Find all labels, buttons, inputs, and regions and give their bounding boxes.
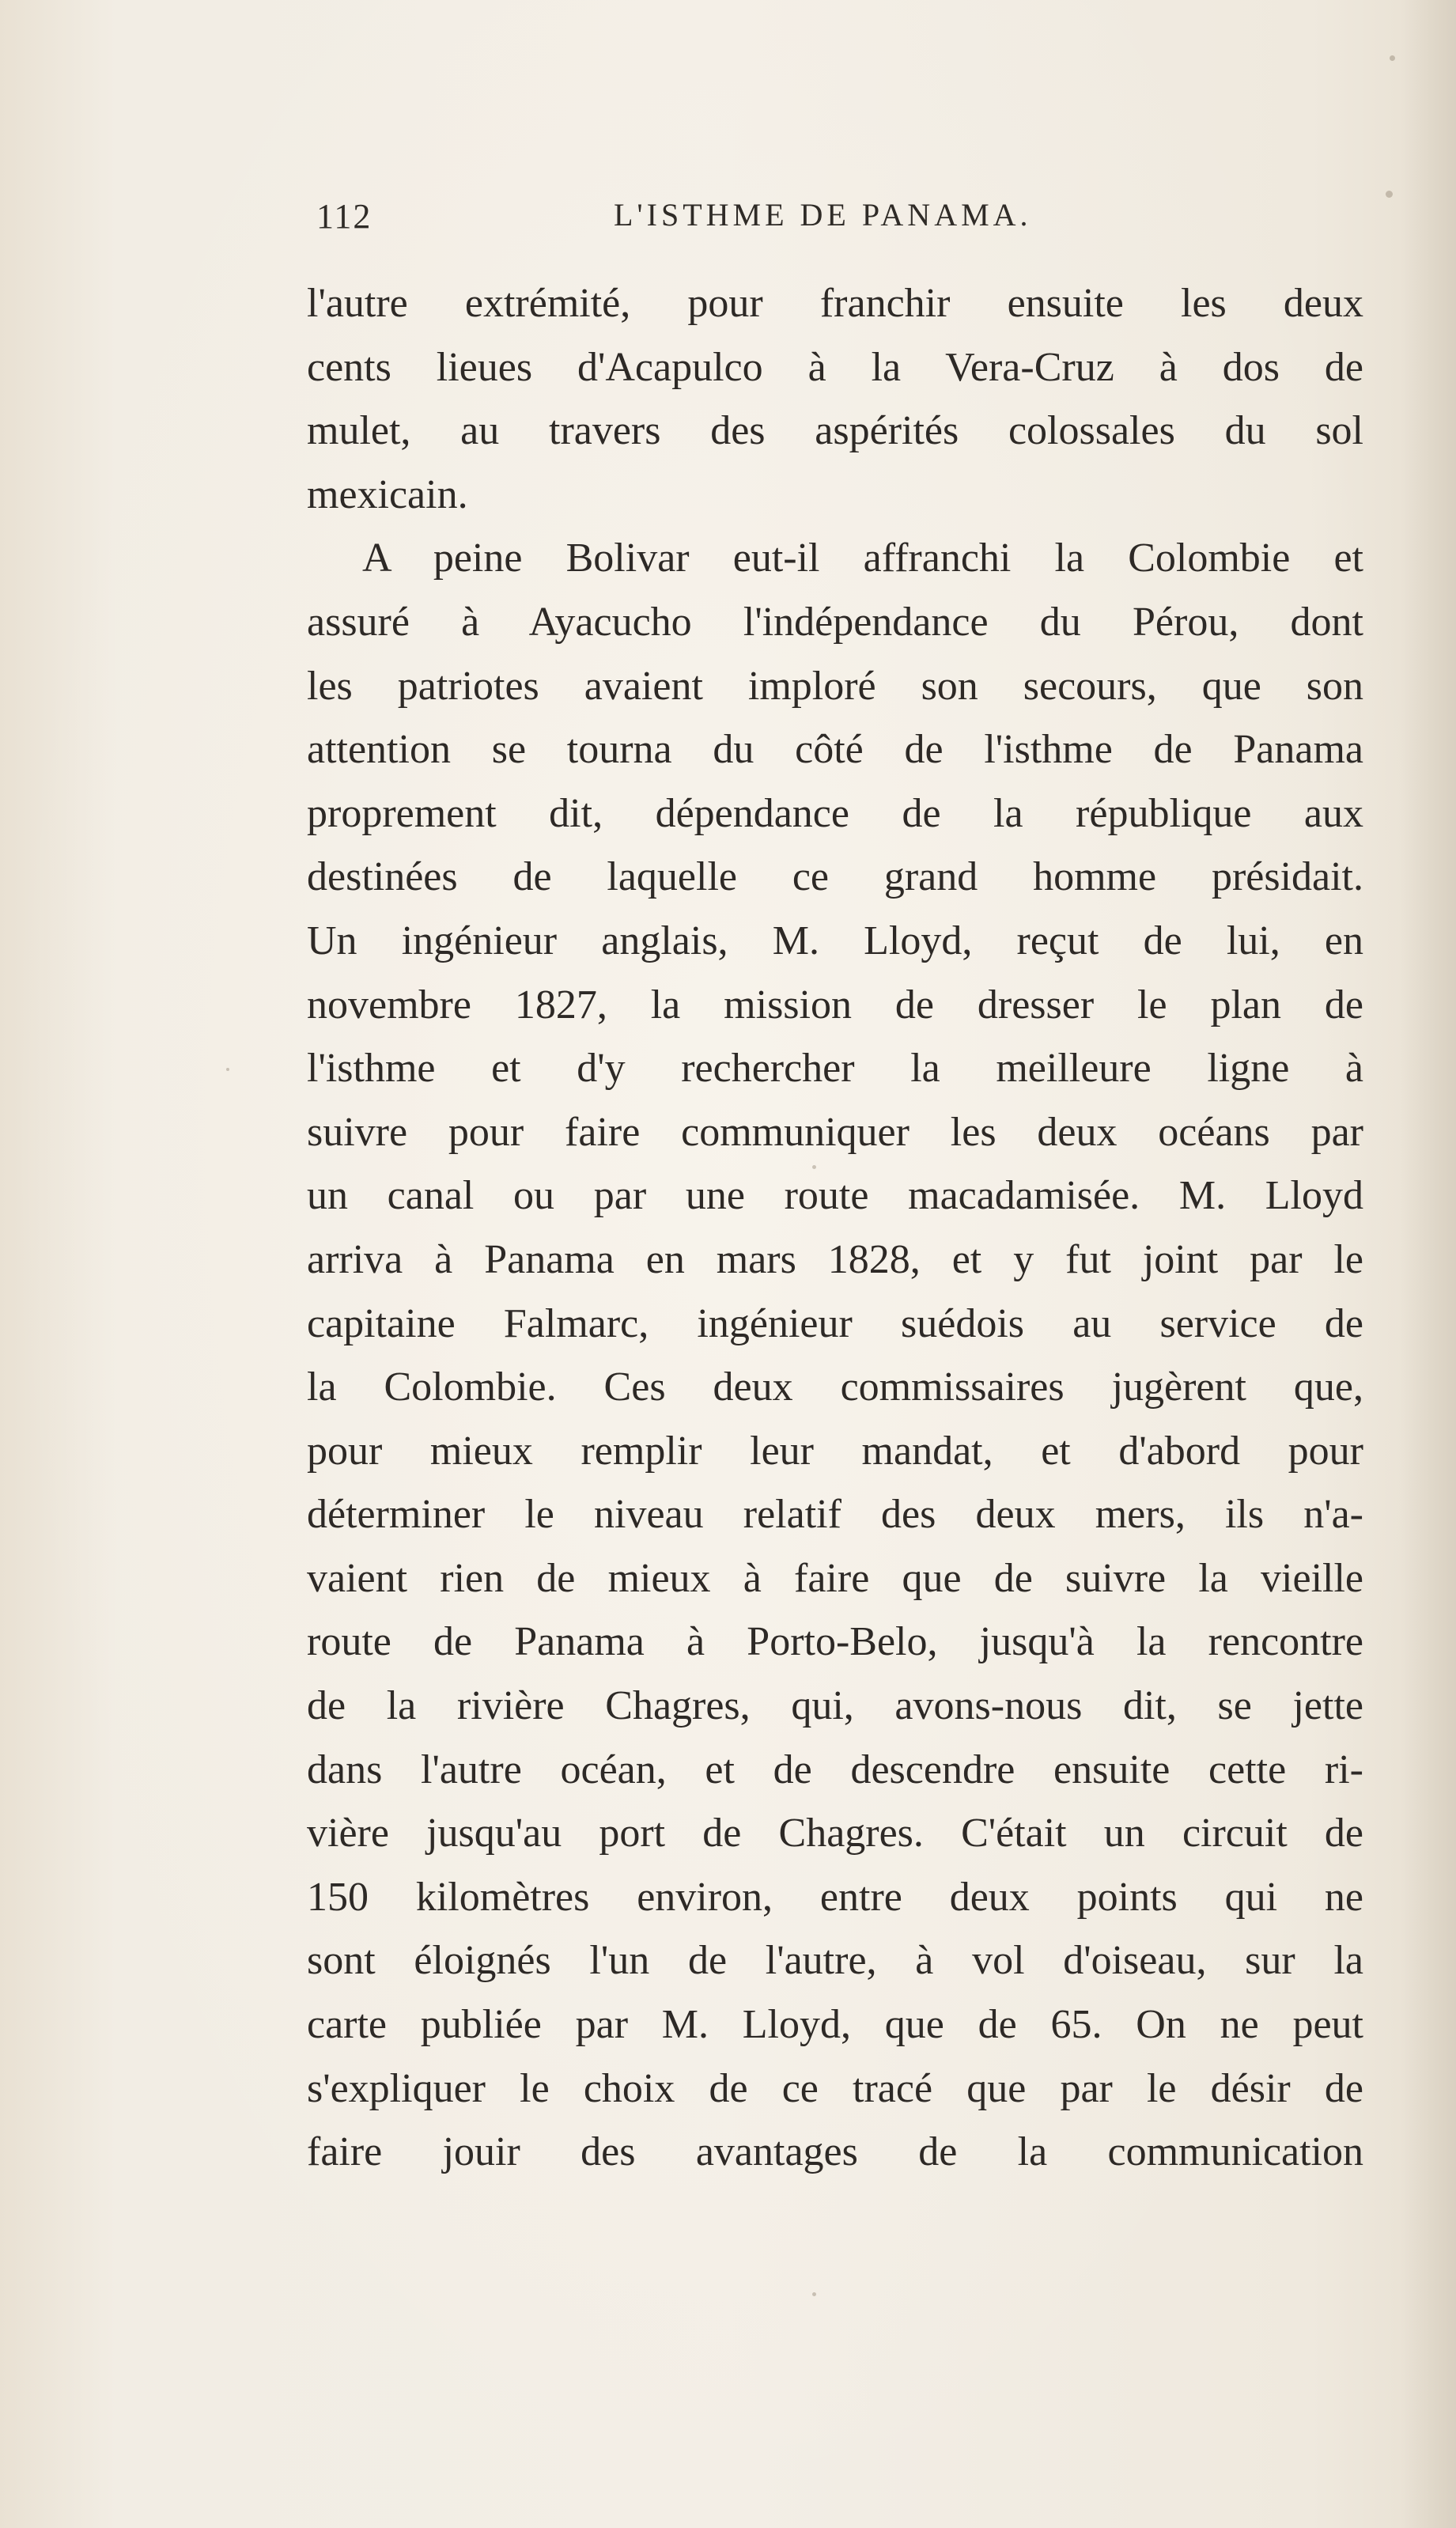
text-line: l'isthme et d'y rechercher la meilleure ligne à xyxy=(307,1046,1363,1092)
text-line: cents lieues d'Acapulco à la Vera-Cruz à dos de xyxy=(307,344,1363,390)
text-line: assuré à Ayacucho l'indépendance du Pérou, dont xyxy=(307,599,1363,645)
running-header xyxy=(307,196,1376,252)
text-line: sont éloignés l'un de l'autre, à vol d'oiseau, sur la xyxy=(307,1938,1363,1984)
text-line: dans l'autre océan, et de descendre ensuite cette ri- xyxy=(307,1747,1363,1792)
text-line: mexicain. xyxy=(307,471,468,517)
text-line: route de Panama à Porto-Belo, jusqu'à la rencontre xyxy=(307,1619,1363,1665)
foxing-spot xyxy=(812,2292,816,2296)
text-line: attention se tourna du côté de l'isthme de Panama xyxy=(307,727,1363,773)
text-line: faire jouir des avantages de la communication xyxy=(307,2129,1363,2175)
page-number: 112 xyxy=(316,197,373,236)
foxing-spot xyxy=(1390,55,1395,61)
running-title: L'ISTHME DE PANAMA. xyxy=(614,197,1032,233)
page-edge-shadow xyxy=(1401,0,1456,2528)
text-line: s'expliquer le choix de ce tracé que par le désir de xyxy=(307,2065,1363,2111)
text-line: pour mieux remplir leur mandat, et d'abord pour xyxy=(307,1428,1363,1474)
text-line: mulet, au travers des aspérités colossales du sol xyxy=(307,408,1363,454)
text-line: suivre pour faire communiquer les deux océans par xyxy=(307,1109,1363,1155)
text-line: la Colombie. Ces deux commissaires jugèrent que, xyxy=(307,1364,1363,1410)
text-line: novembre 1827, la mission de dresser le plan de xyxy=(307,982,1363,1027)
foxing-spot xyxy=(1386,191,1393,198)
text-line: vaient rien de mieux à faire que de suivre la vieille xyxy=(307,1555,1363,1601)
text-line: proprement dit, dépendance de la république aux xyxy=(307,790,1363,836)
text-line: vière jusqu'au port de Chagres. C'était un circuit de xyxy=(307,1811,1363,1856)
text-line: A peine Bolivar eut-il affranchi la Colombie et xyxy=(362,535,1363,581)
text-line: capitaine Falmarc, ingénieur suédois au service de xyxy=(307,1300,1363,1346)
text-line: carte publiée par M. Lloyd, que de 65. On ne peut xyxy=(307,2002,1363,2048)
text-line: déterminer le niveau relatif des deux mers, ils n'a- xyxy=(307,1492,1363,1538)
text-line: un canal ou par une route macadamisée. M. Lloyd xyxy=(307,1173,1363,1219)
foxing-spot xyxy=(226,1068,229,1071)
text-line: Un ingénieur anglais, M. Lloyd, reçut de lui, en xyxy=(307,918,1363,963)
body-text xyxy=(307,272,1363,2185)
text-line: arriva à Panama en mars 1828, et y fut joint par le xyxy=(307,1236,1363,1282)
text-line: l'autre extrémité, pour franchir ensuite les deux xyxy=(307,281,1363,326)
text-line: les patriotes avaient imploré son secours, que son xyxy=(307,663,1363,709)
text-line: 150 kilomètres environ, entre deux points qui ne xyxy=(307,1874,1363,1920)
text-line: de la rivière Chagres, qui, avons-nous dit, se jette xyxy=(307,1683,1363,1729)
text-line: destinées de laquelle ce grand homme présidait. xyxy=(307,854,1363,900)
